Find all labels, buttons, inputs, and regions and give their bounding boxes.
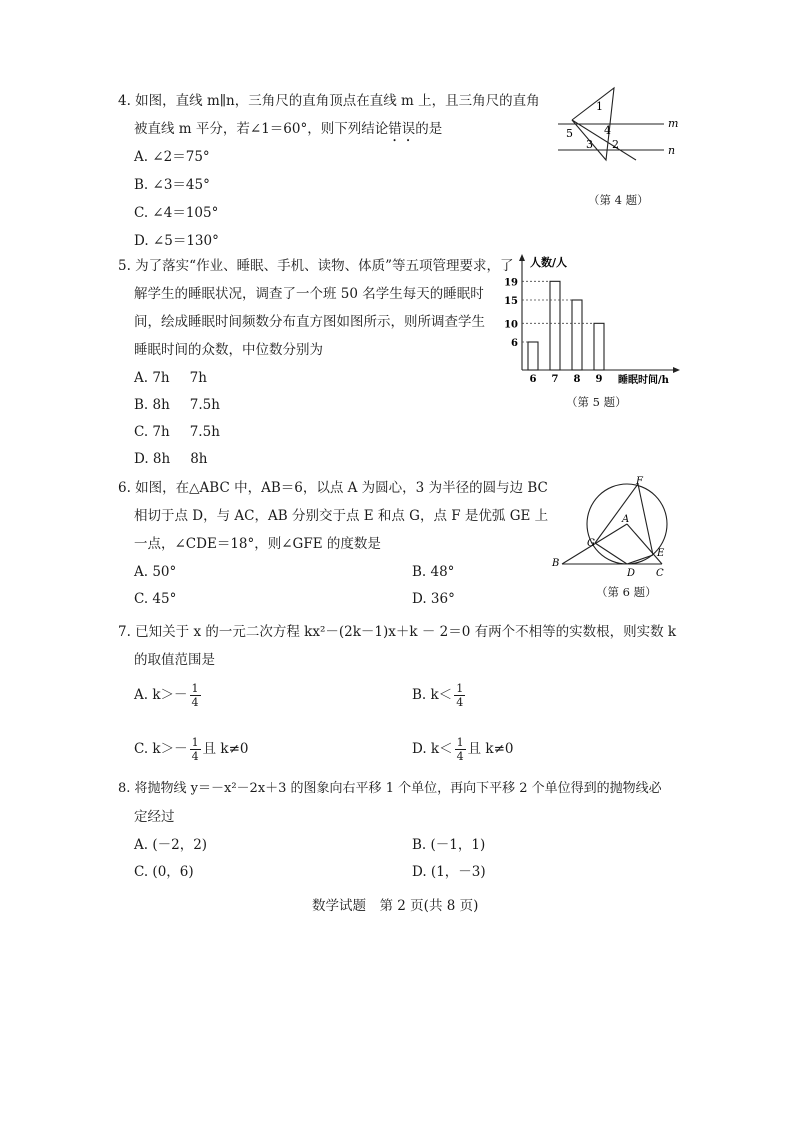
q5-x-tick-label: 7 — [551, 374, 559, 385]
q6-figure — [550, 476, 680, 584]
q8-stem-line2: 定经过 — [134, 809, 175, 825]
q8-option-d: D. (1，－3) — [412, 864, 486, 880]
q5-option-b: B. 8h 7.5h — [134, 397, 220, 413]
q5-option-d: D. 8h 8h — [134, 451, 208, 467]
q7-stem-line2: 的取值范围是 — [134, 652, 215, 668]
q4-stem-line1: 4. 如图，直线 m∥n，三角尺的直角顶点在直线 m 上，且三角尺的直角 — [118, 93, 540, 109]
q4-label-5: 5 — [566, 127, 573, 140]
q6-line-de — [627, 555, 653, 564]
q8-option-a: A. (－2，2) — [134, 837, 208, 853]
q7-option-a: A. k＞－ $\frac{1}{4}$ — [134, 682, 199, 709]
q5-y-tick-label: 19 — [504, 277, 518, 289]
q5-option-c: C. 7h 7.5h — [134, 424, 220, 440]
q5-stem-line1: 5. 为了落实“作业、睡眠、手机、读物、体质”等五项管理要求，了 — [118, 258, 514, 274]
q6-stem-line3: 一点，∠CDE＝18°，则∠GFE 的度数是 — [134, 536, 381, 552]
q5-x-tick-label: 9 — [595, 374, 603, 385]
q5-stem-line4: 睡眠时间的众数，中位数分别为 — [134, 342, 323, 358]
q6-label-c: C — [656, 568, 664, 579]
q4-label-4: 4 — [604, 124, 611, 137]
q6-caption: （第 6 题） — [596, 585, 657, 599]
q6-label-d: D — [627, 568, 636, 579]
q4-option-d: D. ∠5＝130° — [134, 233, 219, 249]
q7-fraction-c: $\frac{1}{4}$ — [191, 736, 199, 763]
q7-stem-line1: 7. 已知关于 x 的一元二次方程 kx²－(2k－1)x＋k － 2＝0 有两个不相等的实数根，则实数 k — [118, 624, 677, 640]
q5-stem-line3: 间，绘成睡眠时间频数分布直方图如图所示，则所调查学生 — [134, 314, 485, 330]
q4-label-m: m — [668, 117, 679, 130]
q6-stem-line1: 6. 如图，在△ABC 中，AB＝6，以点 A 为圆心，3 为半径的圆与边 BC — [118, 480, 548, 496]
q6-stem-line2: 相切于点 D，与 AC，AB 分别交于点 E 和点 G，点 F 是优弧 GE 上 — [134, 508, 549, 524]
q6-label-e: E — [657, 548, 665, 559]
q8-option-c: C. (0，6) — [134, 864, 194, 880]
q6-label-f: F — [636, 476, 643, 487]
q4-stem-line2: 被直线 m 平分，若∠1＝60°，则下列结论错误的是 — [134, 121, 443, 137]
q5-y-tick-label: 10 — [504, 319, 518, 331]
q5-stem-line2: 解学生的睡眠状况，调查了一个班 50 名学生每天的睡眠时 — [134, 286, 484, 302]
q7-option-d: D. k＜ $\frac{1}{4}$ 且 k≠0 — [412, 736, 514, 763]
q5-x-tick-label: 8 — [573, 374, 581, 385]
q7-fraction-a: $\frac{1}{4}$ — [191, 682, 199, 709]
q7-fraction-b: $\frac{1}{4}$ — [456, 682, 464, 709]
q6-option-c: C. 45° — [134, 591, 177, 607]
q4-label-n: n — [668, 144, 676, 157]
q5-option-a: A. 7h 7h — [134, 370, 207, 386]
q4-option-b: B. ∠3＝45° — [134, 177, 210, 193]
q4-label-2: 2 — [612, 138, 619, 151]
q5-bar — [572, 300, 582, 370]
q7-option-c: C. k＞－ $\frac{1}{4}$ 且 k≠0 — [134, 736, 249, 763]
q8-stem-line1: 8. 将抛物线 y＝－x²－2x＋3 的图象向右平移 1 个单位，再向下平移 2 个单位得到的抛物线必 — [118, 781, 662, 796]
q6-label-b: B — [552, 558, 560, 569]
q5-caption: （第 5 题） — [566, 395, 627, 409]
q4-label-1: 1 — [596, 100, 603, 113]
q7-fraction-d: $\frac{1}{4}$ — [456, 736, 464, 763]
q4-label-3: 3 — [586, 138, 593, 151]
q6-option-b: B. 48° — [412, 564, 455, 580]
q6-option-a: A. 50° — [134, 564, 177, 580]
q5-bar — [594, 323, 604, 370]
q6-option-d: D. 36° — [412, 591, 455, 607]
q4-emphasis-wrong: 错误 — [388, 121, 416, 137]
q5-y-axis-label: 人数/人 — [530, 256, 568, 269]
q7-option-b: B. k＜ $\frac{1}{4}$ — [412, 682, 464, 709]
q5-x-tick-label: 6 — [529, 374, 537, 385]
q5-bar — [550, 281, 560, 370]
q4-figure — [556, 84, 686, 164]
q4-caption: （第 4 题） — [588, 193, 649, 207]
q5-y-arrow — [519, 254, 525, 261]
q5-histogram — [500, 252, 686, 388]
q6-label-g: G — [587, 538, 595, 549]
q5-x-axis-label: 睡眠时间/h — [618, 375, 669, 386]
q4-option-a: A. ∠2＝75° — [134, 149, 210, 165]
q4-option-c: C. ∠4＝105° — [134, 205, 219, 221]
q5-y-tick-label: 6 — [511, 338, 518, 349]
q5-y-tick-label: 15 — [504, 296, 518, 307]
q6-label-a: A — [622, 514, 630, 525]
q8-option-b: B. (－1，1) — [412, 837, 486, 853]
q5-bar — [528, 342, 538, 370]
q5-x-arrow — [673, 367, 680, 373]
page-footer: 数学试题 第 2 页(共 8 页) — [312, 898, 479, 914]
